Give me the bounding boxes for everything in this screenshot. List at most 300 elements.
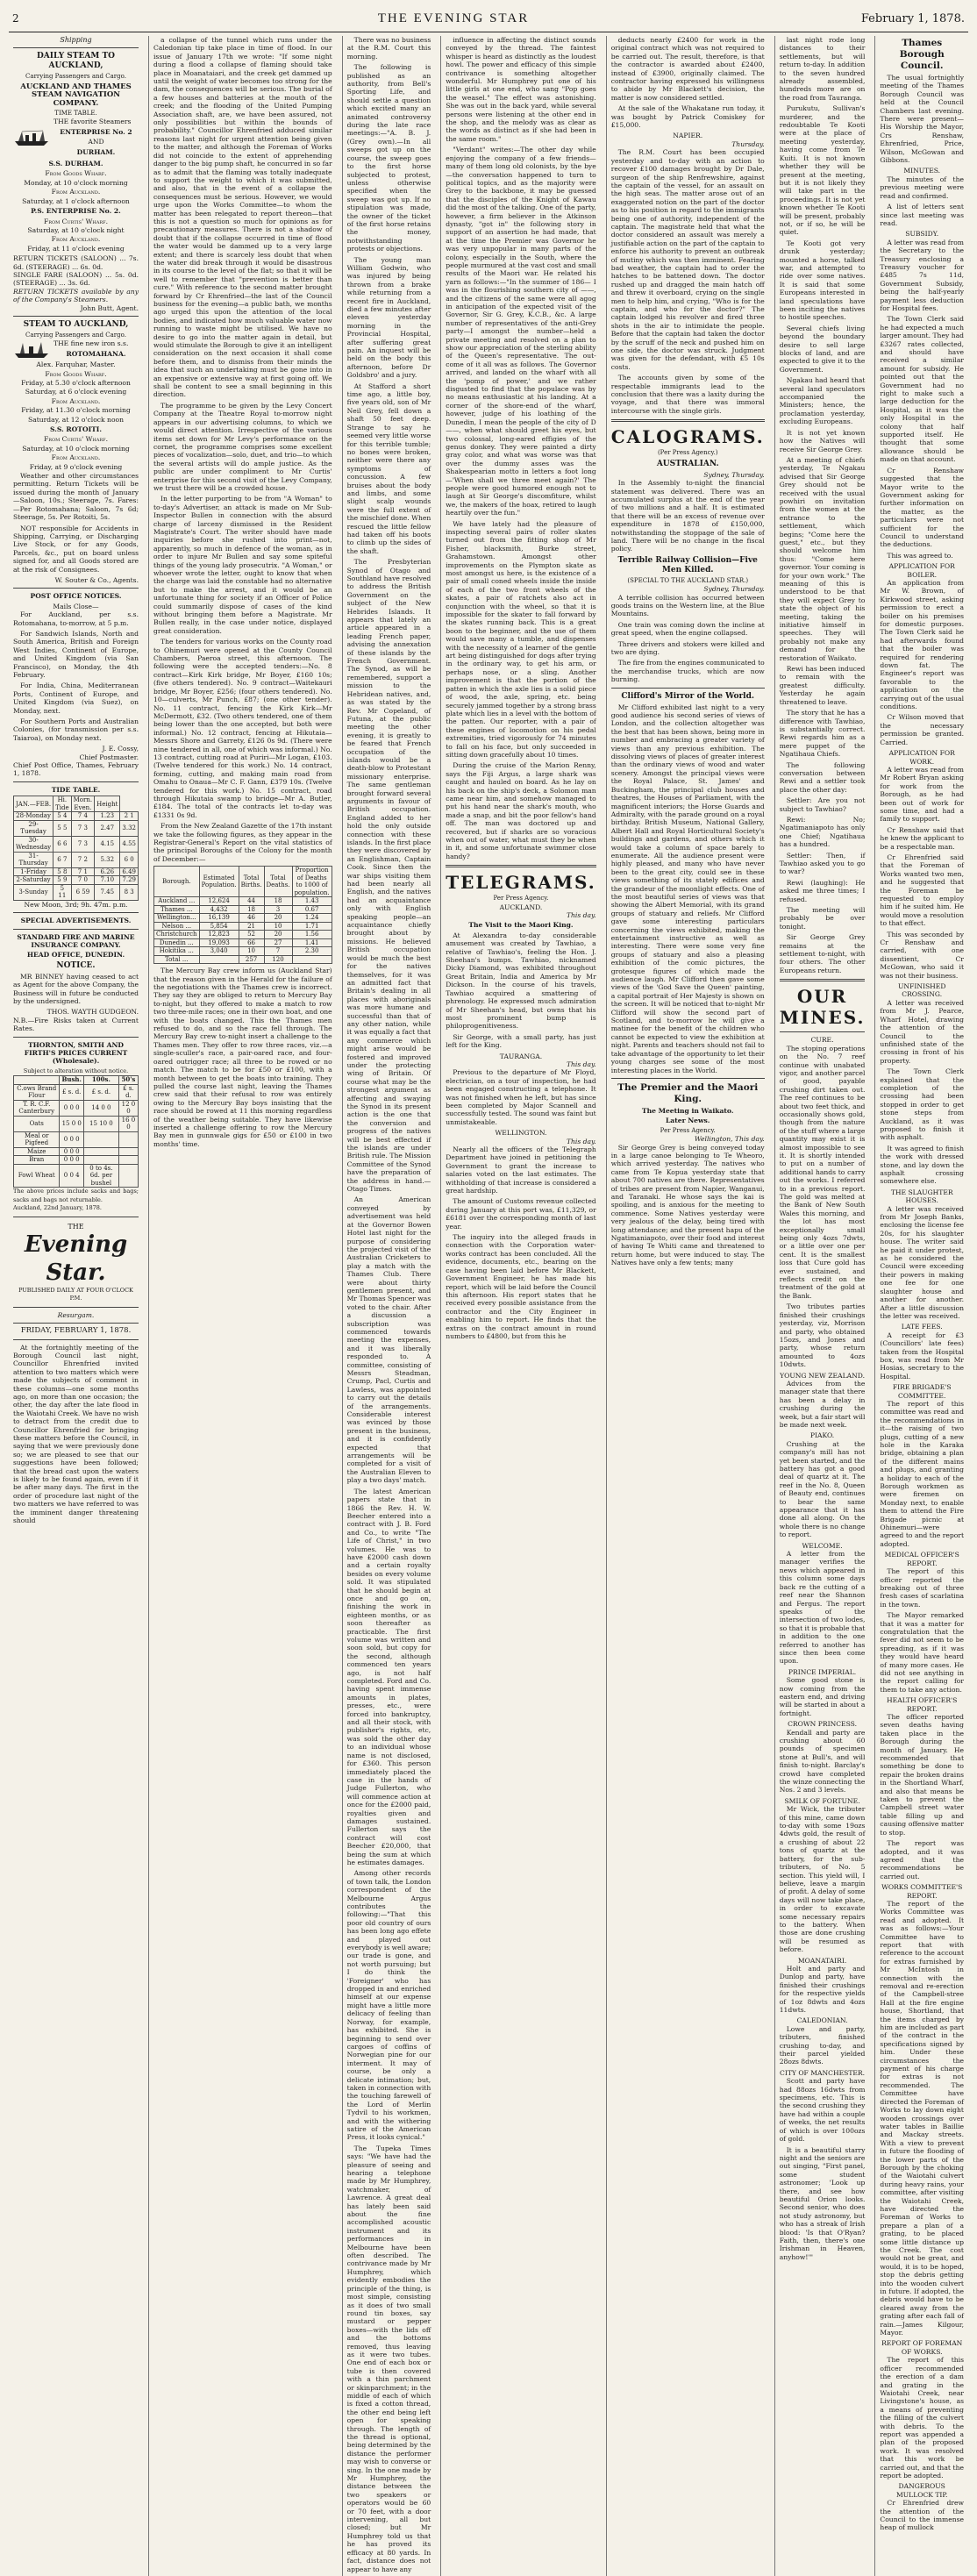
article-paragraph: At Stafford a short time ago, a little boy, five years old, son of Mr Neil Grey, fell down a shaft 50 feet deep. Strange to say he seemed very little worse for this terrible tumble; no bones were broken, neither were there any symptoms of concussion. A few bruises about the body and limbs, and some slight scalp wounds were the full extent of the mischief done. When rescued the little fellow had taken off his boots to climb up the sides of the shaft. <box>346 382 431 555</box>
column-2 <box>148 36 337 2576</box>
article-paragraph: The Mayor remarked that it was a matter for congratulation that the fever did not seem to be spreading, as if it was they would have heard of many more cases. He did not see anything in the report calling for them to take any action. <box>880 1611 964 1694</box>
stats-cell: Auckland ... <box>154 897 200 906</box>
stats-cell: Nelson ... <box>154 922 200 931</box>
article-paragraph: At Alexandra to-day considerable amusement was created by Tawhiao, a relative of Tawhiao's, feeling the Hon. J. Sheehan's bumps. Tawhiao, nicknamed Dicky Diamond, was exhibited throughout Great Britain, India and America by Mr Dickson. In the course of his travels, Tawhiao acquired a smattering of phrenology. He expressed much admiration of Mr Sheehan's head, but owns that his most prominent bump is philoprogenitiveness. <box>446 931 596 1031</box>
stats-cell: 3 <box>264 905 292 914</box>
article-paragraph: deducts nearly £2400 for work in the original contract which was not required to be carried out. The result, therefore, is that the contractor is awarded about £2400, instead of £3900, originally claimed. The contractor having expressed his willingness to abide by Mr Blackett's decision, the matter is now considered settled. <box>610 36 765 102</box>
stats-cell: 10 <box>264 922 292 931</box>
article-paragraph: One train was coming down the incline at great speed, when the engine collapsed. <box>610 620 765 638</box>
prices-cell: Meal or Pigfeed <box>14 1131 60 1147</box>
thornton-title: THORNTON, SMITH AND FIRTH'S PRICES CURRENT (Wholesale). <box>24 1040 128 1066</box>
prices-note: The above prices include sacks and bags; sacks and bags not returnable. <box>13 1188 139 1203</box>
article-paragraph: This was agreed to. <box>887 551 953 560</box>
article-paragraph: last night rode long distances to their settlements, but will return to-day. In addition to the seven hundred already assembled, hundreds more are on the road from Tauranga. <box>779 36 866 102</box>
later-news-heading: Later News. <box>665 1117 710 1125</box>
tide-cell: 29-Tuesday <box>14 820 53 836</box>
sub-work: APPLICATION FOR WORK. <box>888 749 955 766</box>
head-office: HEAD OFFICE, DUNEDIN. <box>26 951 125 960</box>
tide-cell: 6 59 <box>71 884 94 900</box>
stats-cell <box>199 955 239 964</box>
column-4 <box>440 36 600 2576</box>
tide-header-cell: JAN.—FEB. <box>14 796 53 812</box>
sub-mullock: DANGEROUS MULLOCK TIP. <box>895 2482 948 2499</box>
sub-foreman: REPORT OF FOREMAN OF WORKS. <box>881 2339 963 2356</box>
press-agency: Per Press Agency. <box>660 1126 716 1134</box>
tide-cell: 7 3 <box>71 820 94 836</box>
mine-piako: PIAKO. <box>809 1431 835 1440</box>
masthead <box>9 7 968 32</box>
prices-cell: 15 10 0 <box>83 1116 118 1131</box>
tide-cell: 7.29 <box>120 876 139 885</box>
column-1 <box>9 36 143 2576</box>
mine-caledonian: CALEDONIAN. <box>796 2016 848 2025</box>
mine-cure: CURE. <box>810 1036 834 1045</box>
article-paragraph: The young man William Godwin, who was injured by being thrown from a brake while returning from a recent fire in Auckland, died a few minutes after eleven yesterday morning in the Provincial Hospital, after suffering great pain. An inquest will be held on the body this afternoon, before Dr Goldsbro' and a jury. <box>346 255 431 380</box>
master-name: Alex. Farquhar, Master. <box>36 360 116 369</box>
article-paragraph: In the letter purporting to be from "A Woman" to to-day's Advertiser, an attack is made on Mr Sub-Inspector Bullen in connection with the absurd charge of larceny dismissed in the Resident Magistrate's Court. The writer should have made inquiries before she rushed into print—not, apparently, so much in defence of the woman, as in order to injure Mr Bullen and say some spiteful things of the young lady prosecutrix. "A Woman," or whoever wrote the letter, ought to know that when the charge was laid the constable had no alternative but to make the arrest, and it would be an unfortunate thing for society if an Officer of Police could summarily dispose of cases of the kind without bringing them before a Magistrate. Mr Bullen really, in the case under notice, displayed great consideration. <box>153 495 332 635</box>
article-paragraph: The story that he has a difference with Tawhiao, is substantially correct. Rewi regards him as a mere puppet of the Ngatihaua Chiefs. <box>779 709 866 759</box>
article-paragraph: The usual fortnightly meeting of the Thames Borough Council was held at the Council Chambers last evening. There were present—His Worship the Mayor, Crs Renshaw, Ehrenfried, Price, Wilson, McGowan and Gibbons. <box>880 74 964 165</box>
article-paragraph: Kendall and party are crushing about 60 pounds of specimen stone at Bull's, and will finish to-night. Barclay's crowd have completed the winze connecting the Nos. 2 and 3 levels. <box>779 1728 866 1795</box>
stats-cell: 1.24 <box>292 914 332 923</box>
article-paragraph: Cr Ehrenfried said that the Foreman of Works wanted two men, and he suggested that the Foreman be requested to employ him if he suited him. He would move a resolution to that effect. <box>880 853 964 928</box>
stats-cell: 27 <box>264 938 292 947</box>
schedule-from: From Auckland. <box>51 396 101 405</box>
article-paragraph: The Town Clerk explained that the completion of the crossing had been stopped in order to get stone steps from Auckland, as it was proposed to finish it with asphalt. <box>880 1067 964 1142</box>
schedule-time: Saturday, at 1 o'clock afternoon <box>22 196 130 205</box>
daily-steam-sub: Carrying Passengers and Cargo. <box>25 73 126 81</box>
table-row <box>14 884 139 900</box>
waikato-heading: The Meeting in Waikato. <box>641 1106 734 1115</box>
article-paragraph: From the New Zealand Gazette of the 17th instant we take the following figures, as they appear in the Registrar-General's Report on the vital statistics of the principal Boroughs of the Colony for the month of December:— <box>153 822 332 863</box>
prices-cell: 0 to 4s. 6d. per bushel <box>83 1164 118 1188</box>
prices-cell: Oats <box>14 1116 60 1131</box>
prices-date: Auckland, 22nd January, 1878. <box>13 1204 102 1212</box>
article-paragraph: Cr Renshaw said that he knew the applicant to be a respectable man. <box>880 825 964 851</box>
favorite-steamers: THE favorite Steamers <box>53 118 132 126</box>
article-paragraph: Sir George Grey is being conveyed today in a large canoe belonging to Te Wheoro, which arrived yesterday. The natives who came from Te Kopua yesterday state that about 700 natives are there. Representatives of tribes are present from Napier, Wanganui, and Taranaki. He whose says the kai is spoiling, and is anxious for the meeting to commence. Some Natives yesterday were very jealous of the delay, being tired with long attendance; and the present hapu of the Ngatimaniapoto, over their food and interest of having Te Whiti came and threatened to return home, but were induced to stay. The Natives have only a few tents; many <box>610 1143 765 1267</box>
article-paragraph: The R.M. Court has been occupied yesterday and to-day with an action to recover £100 damages brought by Dr Dale, surgeon of the ship Renfrewshire, against the captain of the vessel, for an assault on the high seas. The matter arose out of an exaggerated notion on the part of the doctor as to his position in regard to the immigrants being one of authority, independent of the captain. The magistrate held that what the doctor considered an assault was merely a justifiable action on the part of the captain to enforce his authority to prevent an outbreak of mutiny which was then imminent. Fearing bad weather, the captain had to order the hatches to be battened down. The doctor rushed up and dragged the main hatch off and threw it overboard, crying on the single men to help him, and crying, "Who is for the captain, and who for the doctor?" The captain lodged his revolver and fired three shots in the air to intimidate the people. Before that the captain had taken the doctor by the scruff of the neck and pushed him on one side, the doctor was struck. Judgment was given for the defendant, with £5 10s costs. <box>610 148 765 371</box>
tide-cell: 7 2 <box>71 852 94 867</box>
table-row <box>14 1156 139 1165</box>
article-paragraph: A letter was received from Mr Joseph Banks, enclosing the license fee 20s, for his slaughter house. The writer said he paid it under protest, as he considered the Council were exceeding their powers in making one fee for one slaughter house and another for another. After a little discussion the letter was received. <box>880 1204 964 1320</box>
sub-crossing: UNFINISHED CROSSING. <box>898 982 946 999</box>
leader-paragraph: At the fortnightly meeting of the Borough Council last night, Councillor Ehrenfried invited attention to two matters which were made the subjects of comment in these columns—one some months ago, on more than one occasion; the other, the day after the late flood in the Waiotahi Creek. We have no wish to detract from the credit due to Councillor Ehrenfried for bringing these matters before the Council, in saying that we were previously done so; we are pleased to see that our suggestions have been followed; that the bread cast upon the waters is likely to be found again, even if it be after many days. The first in the order of procedure last night of the two matters we have referred to was the imminent danger threatening should <box>13 1343 139 1525</box>
schedule-time: Friday, at 11 o'clock evening <box>27 244 125 253</box>
tide-cell: 5 5 <box>53 820 72 836</box>
return-tickets: RETURN TICKETS (SALOON) ... 7s. 6d. (STEERAGE) ... 6s. 0d. <box>13 254 139 271</box>
schedule-from: From Curtis' Wharf. <box>43 435 109 444</box>
mine-moanataiari: MOANATAIRI. <box>797 1956 847 1965</box>
stats-cell: 52 <box>239 931 264 939</box>
prices-cell: 15 0 0 <box>60 1116 83 1131</box>
logo-evening-star: Evening Star. <box>24 1231 128 1286</box>
article-paragraph: The inquiry into the alleged frauds in connection with the Corporation water-works contract has been concluded. All the evidence, documents, etc., bearing on the case having been laid before Mr Blackett, Government Engineer, he has made his report, which will be laid before the Council this afternoon. His report states that he received every possible assistance from the contractor and the City Engineer in enabling him to report. He finds that the extras on the contract amount in round numbers to £4800, but from this he <box>446 1233 596 1340</box>
prices-cell: T. R. C.F. Canterbury <box>14 1100 60 1116</box>
prices-cell: £ s. d. <box>60 1084 83 1100</box>
newspaper-page <box>9 7 968 2573</box>
tide-header-cell: Morn. Even. <box>71 796 94 812</box>
council-heading: Thames Borough Council. <box>899 38 945 71</box>
stats-cell: Thames ... <box>154 905 200 914</box>
article-paragraph: The Town Clerk said he had expected a much larger amount. They had £3267 rates collected, and should have received a similar amount for subsidy. He pointed out that the Government had no right to make such a large deduction for the Hospital, as it was the only Hospital in the colony that half supported itself. He thought that some allowance should be made on that account. <box>880 315 964 464</box>
prices-cell <box>118 1164 138 1188</box>
stats-cell: 2.30 <box>292 947 332 956</box>
article-paragraph: Some good stone is now coming from the eastern end, and driving will be started in about a fortnight. <box>779 1676 866 1717</box>
rotomahana-ad <box>13 339 139 360</box>
table-row <box>14 1116 139 1131</box>
article-paragraph: It is not yet known how the Natives will receive Sir George Grey. <box>779 428 866 453</box>
tide-cell: 2.47 <box>95 820 120 836</box>
table-row <box>14 1164 139 1188</box>
po-notice: For Sandwich Islands, North and South America, British and Foreign West Indies, Continent of Europe, and United Kingdom (via San Francisco), on Monday, the 4th February. <box>13 629 139 679</box>
schedule-from: From Goods Wharf. <box>45 369 107 378</box>
mails-close: Mails Close— <box>53 602 99 610</box>
tide-title: TIDE TABLE. <box>51 785 101 794</box>
tide-cell: 6 6 <box>53 836 72 852</box>
article-paragraph: The report was adopted, and it was agreed that the recommendations be carried out. <box>880 1839 964 1880</box>
article-paragraph: During the cruise of the Marion Renny, says the Fiji Argus, a large shark was caught and hauled on board. As he lay on his back on the ship's deck, a Solomon man came near him, and somehow managed to put his hand near the shark's mouth, who made a snap, and bit the poor fellow's hand off. The man was doctored up and recovered, but if sharks are so voracious when out of water, what must they be when in it, and some unfortunate swimmer close handy? <box>446 761 596 860</box>
mine-manchester: CITY OF MANCHESTER. <box>780 2068 866 2077</box>
prices-cell <box>83 1131 118 1147</box>
column-6 <box>774 36 870 2576</box>
article-paragraph: The report of the Works Committee was read and adopted. It was as follows:—Your Committee have to report that with reference to the account for extras furnished by Mr McIntosh in connection with the removal and re-erection of the Campbell-stree Hall at the fire engine house, Shortland, that the items charged by him are included as part of the contract in the specifications signed by him. Under these circumstances the payment of his charge for extras is not recommended. The Committee have directed the Foreman of Works to lay down eight wooden crossings over water tables in Baillie and Mackay streets. With a view to prevent in future the flooding of the lower parts of the Borough by the choking of the Waiotahi culvert during heavy rains, your committee, after visiting the Waiotahi Creek, have directed the Foreman of Works to prepare a plan of a grating, to be placed some little distance up the Creek. The cost would not be great, and would, it is to be hoped, stop the debris getting into the wooden culvert in future. If adopted, the debris would have to be cleared away from the grating after each fall of rain.—James Kilgour, Mayor. <box>880 1899 964 2337</box>
sub-medical: MEDICAL OFFICER'S REPORT. <box>884 1551 959 1567</box>
table-row <box>14 852 139 867</box>
stats-cell: 12,823 <box>199 931 239 939</box>
issue-date: February 1, 1878. <box>860 11 965 25</box>
ps-enterprise: P.S. ENTERPRISE No. 2. <box>31 207 121 216</box>
tide-cell: 4.55 <box>120 836 139 852</box>
schedule-time: Friday, at 5.30 o'clock afternoon <box>21 379 131 387</box>
schedule-time: Saturday, at 10 o'clock morning <box>22 444 130 453</box>
table-row <box>14 867 139 876</box>
company-name: AUCKLAND AND THAMES STEAM NAVIGATION COMPANY. <box>20 82 132 108</box>
article-paragraph: Sir George, with a small party, has just left for the King. <box>446 1032 596 1050</box>
tide-cell: 2-Saturday <box>14 876 53 885</box>
stats-header-cell: Proportion of Deaths to 1000 of population. <box>292 867 332 897</box>
schedule-time: Saturday, at 10 o'clock night <box>27 225 125 234</box>
maori-king-head: The Visit to the Maori King. <box>468 921 574 930</box>
gudgeon-nb: N.B.—Fire Risks taken at Current Rates. <box>13 1016 139 1033</box>
article-paragraph: Mr Clifford exhibited last night to a very good audience his second series of views of London, and the collection altogether was the best that has been shown, being more in number and embracing a greater variety of views than any previous exhibition. The dissolving views of places of greater interest than the ordinary views of wood and water scenery. Amongst the principal views were the Royal Palace, St. James' and Buckingham, the principal club houses and theatres, the Houses of Parliament, with the magnificent interiors; the Horse Guards and Admiralty, with the parade ground on a royal birthday. British Museum, National Gallery, Albert Hall and Royal Horticultural Society's buildings and gardens, and others which it would take a column of space barely to enumerate. All the audience present were highly pleased, and many who have never been to the great city, could see in these views something of its stately edifices and the grandeur of the moonlight effects. One of the most beautiful series of views was that showing the Albert Memorial, with its grand groups of statuary and reliefs. Mr Clifford gave some interesting particulars concerning the views exhibited, making the entertainment instructive as well as interesting. There were some very fine groups of statuary and also a pleasing exhibition of the comic pictures, the grotesque figures of which made the audience laugh. Mr Clifford then gave some views of the 'God Save the Queen' painting, a capital portrait of Her Majesty is shown on the screen. It will be noticed that to-night Mr Clifford will show the second part of Scotland, and to-morrow he will give a matinee for the benefit of the children who cannot be expected to view the exhibition at night. Parents and teachers should not fail to take advantage of the opportunity to let their young charges see some of the most interesting places in the World. <box>610 703 765 1074</box>
single-fare: SINGLE FARE (SALOON) ... 5s. 0d. (STEERAGE) ... 3s. 6d. <box>13 270 139 288</box>
prices-cell: 12 0 0 <box>118 1100 138 1116</box>
special-label: (SPECIAL TO THE AUCKLAND STAR.) <box>627 576 749 584</box>
article-paragraph: Among other records of town talk, the London correspondent of the Melbourne Argus contributes the following:—"That this poor old country of ours has been long ago effete and played out everybody is well aware; our trade is gone, and not worth pursuing; but I do think the 'Foreigner' who has dropped in and enriched himself at our expense might have a little more delicacy of feeling than Norway, for example, has exhibited. She is beginning to send over cargoes of coffins of Norwegian pine for our interment. It may of course, be only a delicate intimation; but, taken in connection with the touching farewell of the Lord of Merlin Tydvil to his workmen, and with the withering satire of the American Press, it looks cynical." <box>346 1869 431 2142</box>
schedule-from: From Auckland. <box>51 453 101 462</box>
article-paragraph: The latest American papers state that in 1866 the Rev. H. W. Beecher entered into a contract with J. B. Ford and Co., to write "The Life of Christ," in two volumes. He was to have £2000 cash down and a certain royalty besides on every volume sold. It was stipulated that he should begin at once and go on, finishing the work in eighteen months, or as soon thereafter as practicable. The first volume was written and soon sold, but copy for the second, although commenced ten years ago, is not half completed. Ford and Co. having spent immense amounts in plates, presses, etc., were forced into bankruptcy, and all their stock, with publisher's rights, etc, was sold the other day to an individual whose name is not disclosed, for £360. This person immediately placed the case in the hands of Judge Fullerton, who will commence action at once for the £2000 paid, royalties given and damages sustained. Fullerton says the contract will cost Beecher £20,000, that being the sum at which he estimates damages. <box>346 1487 431 1866</box>
prices-cell: 0 0 0 <box>60 1156 83 1165</box>
stats-cell: 5,854 <box>199 922 239 931</box>
tide-cell: 6.26 <box>95 867 120 876</box>
motto: Resurgam. <box>57 1310 95 1319</box>
stats-cell: 46 <box>239 914 264 923</box>
stats-cell: 20 <box>264 931 292 939</box>
article-paragraph: We have lately had the pleasure of inspecting several pairs of roller skates turned out from the fitting shop of Mr Fisher, blacksmith, Burke street, Grahamstown. Amongst other improvements on the Plympton skate as most amongst us here, is the existence of a pair of small coned wheels inside the inside of each of the two front wheels of the skates, a pair of ratchets also act in conjunction with the wheel, so that it is impossible for the skater to fall forward by the skates running back. This is a great boon to the beginner, and the use of them would save many a tumble, and dispenses with the necessity of a learner of the gentle art being distinguished for dogs after trying in the ordinary way, to get his arm, or perhaps nose, or a sling. Another improvement is that the portion of the patten in which the axle lies is a solid piece of wood, the axle, spring, etc. being securely jammed together by a strong brass plate which lies in a level with the bottom of the patten. Our reporter, with a pair of these engines of locomotion on his pedal extremities, tried vigorously for 74 minutes to fall on his face, but only succeeded in sitting down gracefully about 10 times. <box>446 519 596 759</box>
prices-table <box>13 1075 139 1188</box>
columns <box>9 36 968 2573</box>
tide-header-cell: Height <box>95 796 120 812</box>
subject-note: Subject to alteration without notice. <box>23 1067 129 1074</box>
stats-cell: 3,040 <box>199 947 239 956</box>
article-paragraph: An application from Mr W. Brown, of Kirkwood street, asking permission to erect a boiler on his premises for domestic purposes. The Town Clerk said he had afterwards found that the boiler was required for rendering down fat. The Engineer's report was favorable to the application on the carrying out of the usual conditions. <box>880 578 964 711</box>
prices-cell: 14 0 0 <box>83 1100 118 1116</box>
telegrams-heading: TELEGRAMS. <box>446 872 596 894</box>
table-row <box>154 955 332 964</box>
article-paragraph: A receipt for £3 (Councillors' late fees) taken from the Hospital box, was read from Mr Hosias, secretary to the Hospital. <box>880 1331 964 1381</box>
tide-cell: 6 0 <box>120 852 139 867</box>
prices-cell: £ s. d. <box>83 1084 118 1100</box>
tide-cell: 3-Sunday <box>14 884 53 900</box>
tide-cell: 5 9 <box>53 876 72 885</box>
tide-cell: 5.32 <box>95 852 120 867</box>
article-paragraph: The stoping operations on the No. 7 reef continue with unabated vigor, and another parcel of good, payable crushing dirt taken out. The reef continues to be about two feet thick, and occasionally shows gold, though from the nature of the stuff where a large quantity may exist it is almost impossible to see it. It is shortly intended to put on a number of additional hands to carry out the works. I referred to in a previous report. The gold was melted at the Bank of New South Wales this morning, and the lot has most exceptionally small being only 4ozs 7dwts, or a little over one per cent. It is the smallest loss that Cure gold has ever sustained, and reflects credit on the treatment of the gold at the Bank. <box>779 1044 866 1300</box>
article-paragraph: A letter from the manager verifies the news which appeared in this column some days back re the cutting of a reef near the Shannon and Fergus. The report speaks of the intersection of two lodes, so that it is probable that in addition to the one referred to another has since then been come upon. <box>779 1550 866 1666</box>
stats-cell <box>292 955 332 964</box>
article-paragraph: A terrible collision has occurred between goods trains on the Western line, at the Blue Mountains. <box>610 593 765 618</box>
tide-cell: 5 8 <box>53 867 72 876</box>
article-paragraph: The fire from the engines communicated to the merchandise trucks, which are now burning. <box>610 659 765 684</box>
schedule-time: Saturday, at 6 o'clock evening <box>25 388 127 396</box>
po-notice: For Southern Ports and Australian Colonies, (for transmission per s.s. Taiaroa), on Monday next. <box>13 717 139 742</box>
agent-signature: John Butt, Agent. <box>80 303 139 312</box>
stats-cell: 18 <box>264 897 292 906</box>
notice-title: NOTICE. <box>56 960 96 970</box>
responsible-note: NOT responsible for Accidents in Shipping, Carrying, or Discharging Live Stock, or for any Goods, Parcels, &c., put on board unless signed for, and all Goods stored are at the risk of Consignees. <box>13 524 139 574</box>
stats-cell: 21 <box>239 922 264 931</box>
ss-rotoiti: S.S. ROTOITI. <box>50 425 102 434</box>
stats-cell: 19,093 <box>199 938 239 947</box>
article-paragraph: Two tributes parties finished their crushings yesterday, viz, Morrison and party, who obtained 15ozs, and Jones and party, whose return amounted to 4ozs 10dwts. <box>779 1302 866 1369</box>
prices-cell <box>83 1147 118 1156</box>
tide-cell: 7.10 <box>95 876 120 885</box>
article-paragraph: Cr Renshaw suggested that the Mayor write to the Government asking for further information on the matter, as the particulars were not sufficient for the Council to understand the deductions. <box>880 466 964 549</box>
article-paragraph: Crushing at the company's mill has not yet been started, and the battery has got a good deal of quartz at it. The reef in the No. 8, Queen of Beauty end, continues to bear the same appearance that it has done all along. On the whole there is no change to report. <box>779 1439 866 1539</box>
stats-cell: 7 <box>264 947 292 956</box>
po-date: Chief Post Office, Thames, February 1, 1878. <box>13 761 139 778</box>
moon-note: New Moon, 3rd; 9h. 47m. p.m. <box>24 900 128 909</box>
stats-cell: 10 <box>239 947 264 956</box>
article-paragraph: The programme to be given by the Levy Concert Company at the Theatre Royal to-morrow night appears in our advertising columns, to which we would direct attention. Irrespective of the various items set down for Mr Levy's performance on the cornet, the programme comprises some excellent pieces of vocalization—solo, duet, and trio—to which the several artists will do ample justice. As the public are under compliment to Mr Curtis' enterprise for this second visit of the Levy Company, we trust there will be a crowded house. <box>153 401 332 492</box>
table-row <box>14 876 139 885</box>
article-paragraph: The Tupeka Times says: "We have had the pleasure of seeing and hearing a telephone made by Mr Humphrey, watchmaker, of Lawrence. A great deal has lately been said about the fine accomplished acoustic instrument and its performances in Melbourne have been often described. The contrivance made by Mr Humphrey, which evidently embodies the principle of the thing, is most simple, consisting as it does of two small round tin boxes, say mustard or pepper boxes—with the lids off and the bottoms removed, thus leaving as it were two tubes. One end of each box or tube is then covered with a thin parchment or skinparchment; in the middle of each of which is fixed a cotton thread, the other end being left open for speaking through. The length of the thread is optional, being determined by the distance the performer may wish to converse or sing. In the one made by Mr Humphrey, the distance between the two speakers or operators would be 60 or 70 feet, with a door intervening, all but closed; but Mr Humphrey told us that he has proved its efficacy at 80 yards. In fact, distance does not appear to have any <box>346 2144 431 2573</box>
table-row <box>154 947 332 956</box>
dateline-day: This day. <box>566 1060 596 1068</box>
article-paragraph: Nearly all the officers of the Telegraph Department have joined in petitioning the Government to grant the increase to salaries voted on the last estimates. The withholding of that increase is considered a great hardship. <box>446 1145 596 1195</box>
tide-cell: 6.49 <box>120 867 139 876</box>
vital-statistics-table <box>153 866 332 964</box>
article-paragraph: The accounts given by some of the respectable immigrants lead to the conclusion that there was a laxity during the voyage, and that there was immoral intercourse with the single girls. <box>610 374 765 415</box>
tide-table <box>13 796 139 901</box>
prices-cell <box>118 1131 138 1147</box>
prices-cell <box>118 1156 138 1165</box>
table-row <box>14 1100 139 1116</box>
article-paragraph: The amount of Customs revenue collected during January at this port was, £11,329, or £6181 over the corresponding month of last year. <box>446 1197 596 1231</box>
article-paragraph: Rewi: No; Ngatimaniapoto has only one Chief; Ngatihaua has a hundred. <box>779 815 866 849</box>
prices-header-cell: 100s. <box>83 1076 118 1085</box>
schedule-time: Saturday, at 12 o'clock noon <box>28 415 124 424</box>
table-row <box>14 1084 139 1100</box>
schedule-from: From Auckland. <box>51 235 101 244</box>
article-paragraph: Advices from the manager state that there has been a delay in crushing during the week, but a fair start will be made next week. <box>779 1379 866 1429</box>
sub-fees: LATE FEES. <box>901 1323 943 1331</box>
prices-cell: 0 0 0 <box>60 1131 83 1147</box>
mine-smile: SMILK OF FORTUNE. <box>784 1796 860 1805</box>
article-paragraph: At the sale of the Whakatane run today, it was bought by Patrick Comiskey for £15,000. <box>610 104 765 130</box>
article-paragraph: Previous to the departure of Mr Floyd, electrician, on a tour of inspection, he had been engaged constructing a telephone. It was not finished when he left, but has since been completed by Major Scannell and successfully tested. The sound was faint but unmistakeable. <box>446 1068 596 1126</box>
sub-subsidy: SUBSIDY. <box>905 230 939 239</box>
dateline-day: This day. <box>566 1137 596 1145</box>
prices-cell: Maize <box>14 1147 60 1156</box>
durham-name: DURHAM. <box>76 147 116 156</box>
tide-cell: 2 1 <box>120 812 139 821</box>
article-paragraph: Three drivers and stokers were killed and two are dying. <box>610 639 765 656</box>
sub-fire: FIRE BRIGADE'S COMMITTEE. <box>892 1383 952 1400</box>
press-agency: Per Press Agency. <box>493 895 549 903</box>
article-paragraph: The tenders for various works on the County road to Ohinemuri were opened at the County Council Chambers, Paeroa street, this afternoon. The following were the accepted tenders:—No. 8 contract—Kirk Kirk bridge, Mr Boyer, £160 10s; (five others tendered). No. 9 contract—Waitekauri bridge, Mr Boyer, £256; (four others tendered). No. 10—culverts, Mr Punch, £87; (one other tender). No. 11 contract, fencing the Kirk Kirk—Mr McDermott, £32. (Two others tendered, one of them being lower than the one accepted, but both were informal.) No. 12 contract, fencing at Hikutaia—Messrs Shore and Garrety, £126 0s 9d. (There were nine tendered in all, one of which was informal.) No. 13 contract, cutting road at Puriri—Mr Logan, £103. (Twelve tendered for this work.) No. 14 contract, forming, cutting, and making main road from Omahu to Onaua—Mr C. F. Gann, £379 10s. (Twelve tendered for this work.) No. 15 contract, road through Hikutaia swamp to bridge—Mr A. Butler, £184. The total of the contracts let to-day was £1331 0s 9d. <box>153 638 332 819</box>
schedule-time: Monday, at 10 o'clock morning <box>24 178 128 187</box>
prices-cell: 16 0 0 <box>118 1116 138 1131</box>
mirror-heading: Clifford's Mirror of the World. <box>621 691 755 701</box>
article-paragraph: Cr Ehrenfried drew the attention of the Council to the immense heap of mullock <box>880 2499 964 2532</box>
dateline-tauranga: TAURANGA. <box>499 1052 543 1060</box>
prices-cell: Bran <box>14 1156 60 1165</box>
article-paragraph: Settler: Are you not subject to Tawhiao? <box>779 796 866 813</box>
section-shipping: Shipping <box>60 36 92 44</box>
notice-text: MR BINNEY having ceased to act as Agent for the above Company, the Business will in future be conducted by the undersigned. <box>13 972 139 1006</box>
mine-prince: PRINCE IMPERIAL. <box>788 1667 857 1676</box>
article-paragraph: It is a beautiful starry night and the seniors are out singing, "First panel, some student astronomer; 'Look up there, and see how beautiful Orion looks. Second senior, who does not study astronomy, but who has a streak of Irish blood: 'Is that O'Ryan? Faith, then, there's one Irishman in Heaven, anyhow!'" <box>779 2145 866 2261</box>
table-row <box>14 1147 139 1156</box>
prices-cell: 0 0 0 <box>60 1147 83 1156</box>
sub-boiler: APPLICATION FOR BOILER. <box>888 562 955 579</box>
prices-cell <box>118 1147 138 1156</box>
article-paragraph: influence in affecting the distinct sounds conveyed by the thread. The faintest whisper is heard as distinctly as the loudest howl. The power and efficacy of this simple contrivance is something altogether wonderful. Mr Humphrey put one of his little girls at one end, who sang "Pop goes the weasel." The effect was astonishing. She was out in the back yard, while several persons were listening at the other end in the shop, and the melody was as clear as the words as distinct as if she had been in the same room." <box>446 36 596 143</box>
article-paragraph: Lowe and party, tributers, finished crushing to-day, and their parcel yielded 28ozs 8dwts. <box>779 2024 866 2066</box>
article-paragraph: Ngakau had heard that several land speculators accompanied the Ministers; hence, the proclamation yesterday, excluding Europeans. <box>779 376 866 426</box>
dateline-napier: NAPIER. <box>673 132 703 140</box>
tide-cell: 31-Thursday <box>14 852 53 867</box>
prices-cell: C.ows Brand Flour <box>14 1084 60 1100</box>
prices-cell <box>83 1156 118 1165</box>
po-notice: For India, China, Mediterranean Ports, Continent of Europe, and United Kingdom (via Suez), on Monday, next. <box>13 681 139 715</box>
article-paragraph: The meeting will probably be over tonight. <box>779 906 866 931</box>
page-number: 2 <box>12 12 19 25</box>
article-paragraph: Purukutu, Sullivan's murderer, and the redoubtable Te Kooti were at the place of meeting yesterday, having come from Te Kuiti. It is not known whether they will be present at the meeting, but it is not likely they will take part in the proceedings. It is not yet known whether Te Kooti will be present, probably not, or if so, he will be quiet. <box>779 104 866 237</box>
article-paragraph: Several chiefs living beyond the boundary desire to sell large blocks of land, and are expected to give it to the Government. <box>779 324 866 374</box>
stats-cell: Total ... <box>154 955 200 964</box>
stats-cell: 1.56 <box>292 931 332 939</box>
australian-heading: AUSTRALIAN. <box>656 459 719 468</box>
steam-agents: W. Souter & Co., Agents. <box>54 575 139 584</box>
article-paragraph: The following conversation between Rewi and a settler took place the other day: <box>779 760 866 794</box>
postmaster-title: Chief Postmaster. <box>79 753 139 761</box>
article-paragraph: In the Assembly to-night the financial statement was delivered. There was an accumulated surplus at the end of the year of two millions and a half. It is estimated that there will be an excess of revenue over expenditure in 1878 of £150,000, notwithstanding the stoppage of the sale of land. There will be no change in the fiscal policy. <box>610 479 765 553</box>
article-paragraph: The report of this committee was read and the recommendations in it—the raising of two plugs, cutting of a new hole in the Karaka bridge, obtaining a plan of the different mains and plugs, and granting a holiday to each of the Borough workmen as were firemen on Monday next, to enable them to attend the Fire Brigade picnic at Ohinemuri—were agreed to and the report adopted. <box>880 1399 964 1548</box>
schedule-from: From Goods Wharf. <box>45 169 107 178</box>
stats-cell: 1.43 <box>292 897 332 906</box>
dateline-day: Sydney, Thursday. <box>703 470 765 479</box>
column-7 <box>874 36 968 2576</box>
stats-cell: 257 <box>239 955 264 964</box>
article-paragraph: The officer reported seven deaths having taken place in the Borough during the month of January. He recommended that something be done to repair the broken drains in the Shortland Wharf, and also that means be taken to prevent the Campbell street water table filling up and causing offensive matter to stop. <box>880 1713 964 1837</box>
tide-cell: 28-Monday <box>14 812 53 821</box>
tide-cell: 7 3 <box>71 836 94 852</box>
column-5 <box>606 36 769 2576</box>
stats-cell: Dunedin ... <box>154 938 200 947</box>
table-row <box>14 836 139 852</box>
stats-cell: 16,139 <box>199 914 239 923</box>
article-paragraph: The minutes of the previous meeting were read and confirmed. <box>880 175 964 200</box>
article-paragraph: There was no business at the R.M. Court this morning. <box>346 36 431 61</box>
logo-published: PUBLISHED DAILY AT FOUR O'CLOCK P.M. <box>18 1286 133 1302</box>
article-paragraph: Te Kooti got very drunk yesterday; mounted a horse, talked war, and attempted to ride over some natives. It is said that some Europeans interested in land speculations have been inciting the natives to hostile speeches. <box>779 239 866 322</box>
calograms-heading: CALOGRAMS. <box>610 426 765 448</box>
steam2-title: STEAM TO AUCKLAND, <box>23 319 129 329</box>
stats-cell: 12,624 <box>199 897 239 906</box>
tide-cell: 1.23 <box>95 812 120 821</box>
steamship-icon <box>13 340 50 360</box>
stats-cell: Wellington... <box>154 914 200 923</box>
prices-header-cell: Bush. <box>60 1076 83 1085</box>
dateline-day: This day. <box>566 911 596 920</box>
prices-cell: 0 0 4 <box>60 1164 83 1188</box>
table-row <box>154 931 332 939</box>
ss-durham: S.S. DURHAM. <box>48 160 103 168</box>
dateline-day: Sydney, Thursday. <box>703 585 765 594</box>
stats-cell: 66 <box>239 938 264 947</box>
steam2-sub: Carrying Passengers and Cargo. <box>25 331 126 339</box>
prices-cell: 0 0 0 <box>60 1100 83 1116</box>
tide-header-cell: Hi. Tide <box>53 796 72 812</box>
tide-cell: 6 7 <box>53 852 72 867</box>
stats-cell: 44 <box>239 897 264 906</box>
prices-header-cell: 50's <box>118 1076 138 1085</box>
article-paragraph: a collapse of the tunnel which runs under the Caledonian tip take place in time of flood. In our issue of January 17th we wrote: "If some night during a flood a collapse of flaming should take place in Moanataiari, and the creek get dammed up until the weight of water becomes too strong for the dam, the consequences will be serious. The burial of a few houses and batteries at the mouth of the creek; and the flooding of the United Pumping Association shaft, are, we have been assured, not only possibilities but within the bounds of probability." Councillor Ehrenfried adduced similar reasons last night for urgent attention being given to the matter, and although the Foreman of Works did not coincide to the extent of apprehending danger to the big pump shaft, he concurred in so far as to admit that the flaming was totally inadequate to support the weight to which it was submitted, and also, that in the event of a collapse the consequences must be serious. However, we would urge upon the Works Committee—to whom the matter has been relegated to report thereon—that this is not a question so much for opinions as for precautionary measures. There is not a shadow of doubt that if the collapse occurred in time of flood the water would be dammed up to a very large extent; and there is scarcely less doubt that when the water did break through it would be disastrous in its course to the level of the flat; so that it will be well to remember that "prevention is better than cure." With reference to the second matter brought forward by Cr Ehrenfried—the last of the Council business for the evening—a public bath, we months ago urged this upon the attention of the local bodies, and indicated how much valuable water now running to waste might be utilised. We have no desire to go into the matter again in detail, but would stimulate the Borough to give it an intelligent consideration on the next occasion it shall come before them, and to dismiss from their minds the idea that such an undertaking must be gone into in an expensive or extensive way at first going off. We shall be content to see a small beginning in this direction. <box>153 36 332 399</box>
tide-cell: 30-Wednesday <box>14 836 53 852</box>
return-note: RETURN TICKETS available by any of the Company's Steamers. <box>13 287 139 304</box>
schedule-from: From Curtis' Wharf. <box>43 217 109 225</box>
article-paragraph: The following is published as an authority, from Bell's Sporting Life, and should settle a question which excited many an animated controversy during the late race meetings:—"A. B. J. (Grey own).—In all sweeps got up on the course, the sweep goes to the first horse subjected to protest, unless otherwise specified when the sweep was got up. If no stipulation was made, the owner of the ticket of the first horse retains the money, notwithstanding protests or objections. <box>346 63 431 253</box>
stats-cell: 4,432 <box>199 905 239 914</box>
article-paragraph: A letter was read from the Secretary to the Treasury enclosing a Treasury voucher for £485 7s 11d, Government Subsidy, being the half-yearly payment less deduction for Hospital fees. <box>880 238 964 312</box>
daily-steam-title: DAILY STEAM TO AUCKLAND, <box>37 52 115 71</box>
tide-cell: 7 4 <box>71 812 94 821</box>
logo-the: THE <box>68 1222 84 1231</box>
and-label: AND <box>88 138 104 146</box>
stats-header-cell: Total Deaths. <box>264 867 292 897</box>
tide-cell: 7.45 <box>95 884 120 900</box>
article-paragraph: The Mercury Bay crew inform us (Auckland Star) that the reason given in the Herald for the failure of the negotiations with the Thames crew is incorrect. They say they are obliged to return to Mercury Bay to-night, but they offered to make a match to row two three-mile races; one in their own boat, and one with the boats changed. This the Thames men refused to do, and so the race fell through. The Mercury Bay crew to-night insert a challenge to the Thames men. They offer to row three races, viz.—a single-sculler's race, a pair-oared race, and four-oared outrigger race; all three to be rowed or no match. The match to be for £50 or £100, with a month between to get the boats into training. They pulled the course last night, leaving the Thames crew said that their refusal to row was entirely owing to the Mercury Bay boys insisting that the race should be rowed at 11 this morning regardless of the weather being suitable. They have likewise inserted a challenge offering to row the Mercury Bay men in gunnwale gigs for £50 or £100 in two months' time. <box>153 967 332 1148</box>
mine-crown: CROWN PRINCESS. <box>788 1720 857 1729</box>
schedule-time: Friday, at 11.30 o'clock morning <box>21 406 131 415</box>
schedule-time: Friday, at 9 o'clock evening <box>29 462 123 471</box>
stats-cell: 1.41 <box>292 938 332 947</box>
stats-cell: Hokitika ... <box>154 947 200 956</box>
stats-header-cell: Borough. <box>154 867 200 897</box>
article-paragraph: Cr Wilson moved that the necessary permission be granted. Carried. <box>880 713 964 746</box>
press-agency: (Per Press Agency.) <box>657 449 718 457</box>
table-row <box>154 897 332 906</box>
table-row <box>154 922 332 931</box>
postmaster-name: J. E. Cossy, <box>102 745 139 753</box>
table-row <box>14 820 139 836</box>
article-paragraph: Mr Wick, the tributer of this mine, came down to-day with some 19ozs 4dwts gold, the result of a crushing of about 22 tons of quartz at the battery, for the sub-tributers, of No. 5 section. This yield will, I believe, leave a margin of profit. A delay of some days will now take place, in order to excavate some necessary repairs to the battery. When those are done crushing will be resumed as before. <box>779 1805 866 1954</box>
table-row <box>154 938 332 947</box>
our-mines-heading: OUR MINES. <box>779 986 866 1029</box>
stats-cell: 20 <box>264 914 292 923</box>
